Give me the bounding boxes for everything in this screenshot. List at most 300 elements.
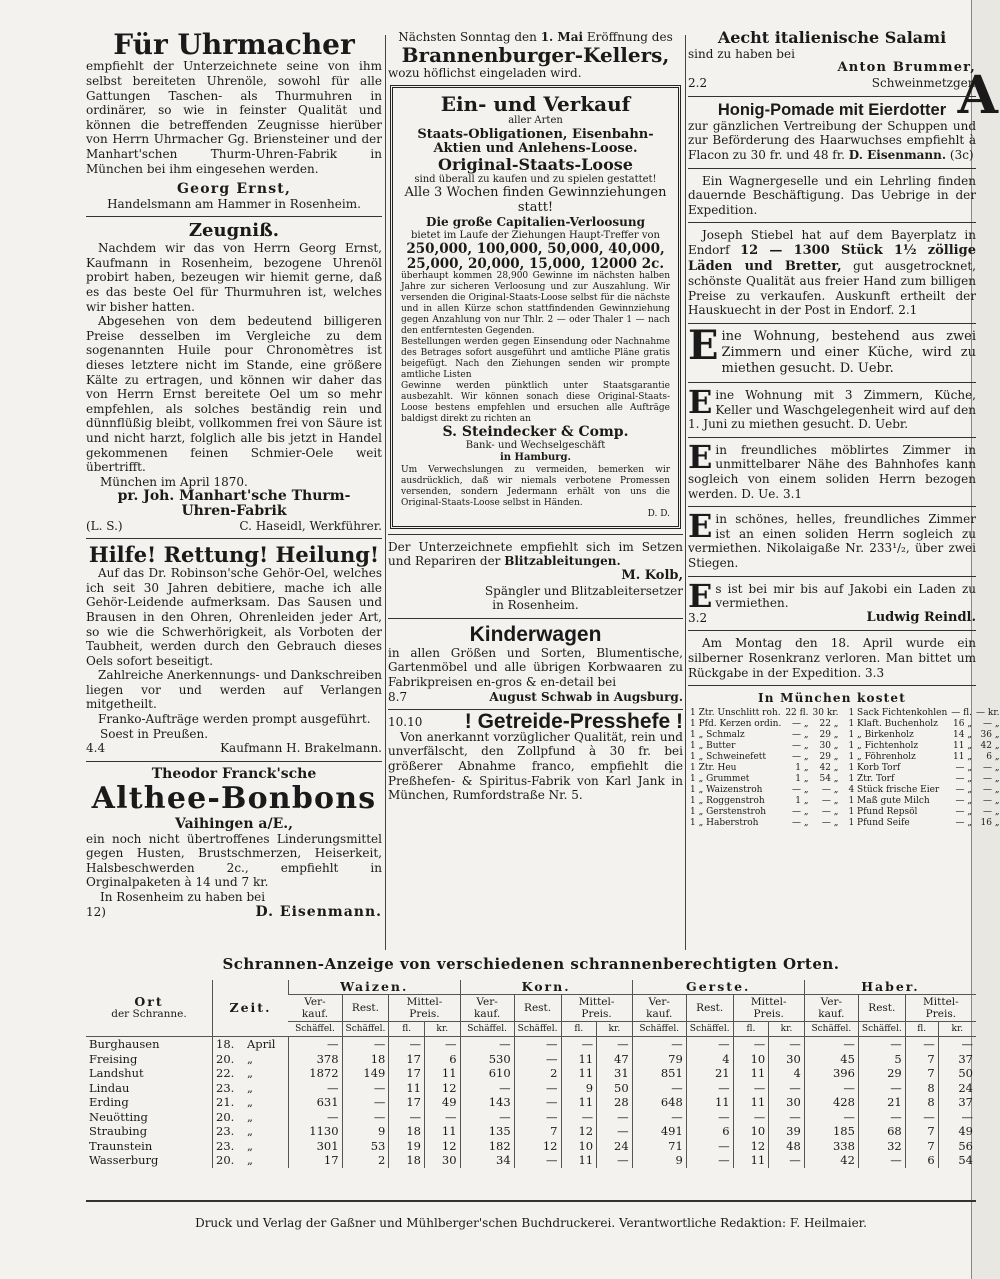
price-fl: 16 „ — [953, 718, 973, 729]
ad-firm: S. Steindecker & Comp. — [442, 424, 629, 441]
schranne-value: 9 — [632, 1153, 686, 1168]
col-subheader: Ver-kauf. — [804, 995, 858, 1022]
price-row — [846, 807, 1000, 818]
schranne-value: 29 — [858, 1066, 905, 1081]
schranne-value: — — [460, 1037, 514, 1052]
price-row — [688, 730, 840, 741]
ad-kinderwagen — [388, 624, 683, 704]
col-unit: Schäffel. — [342, 1022, 389, 1037]
schranne-value: — — [769, 1153, 805, 1168]
price-row — [688, 708, 840, 719]
col-subheader: Ver-kauf. — [460, 995, 514, 1022]
column-middle — [388, 30, 683, 808]
price-kr: 22 „ — [819, 718, 839, 729]
schranne-value: — — [632, 1037, 686, 1052]
price-fl: — „ — [791, 817, 809, 828]
price-row — [846, 785, 1000, 796]
price-row — [846, 708, 1000, 719]
ad-seller: Anton Brummer, — [837, 60, 976, 76]
ad-firm-sub: Bank- und Wechselgeschäft — [465, 439, 606, 451]
ad-wagner: Ein Wagnergeselle und ein Lehrling finden dauernde Beschäftigung. Das Uebrige in der Expedition. — [688, 173, 976, 217]
ad-laden — [688, 576, 976, 626]
schranne-value: 7 — [905, 1124, 938, 1139]
schranne-value: — — [597, 1110, 633, 1125]
schranne-value: 18 — [389, 1153, 425, 1168]
price-fl: 1 „ — [795, 773, 809, 784]
column-left — [86, 30, 382, 924]
price-item: 1 Ztr. Torf — [848, 773, 895, 784]
ad-title: Kinderwagen — [469, 622, 602, 646]
drop-initial: E — [688, 576, 713, 615]
ad-date: München im April 1870. — [100, 474, 248, 489]
schranne-value: 21 — [686, 1066, 733, 1081]
price-item: 1 Ztr. Unschlitt roh. — [690, 707, 781, 718]
schranne-value: 28 — [597, 1095, 633, 1110]
schranne-value: — — [597, 1153, 633, 1168]
schranne-value: — — [342, 1110, 389, 1125]
price-row — [688, 796, 840, 807]
schranne-place: Straubing — [89, 1124, 148, 1138]
schranne-value: — — [342, 1095, 389, 1110]
schranne-value: 11 — [561, 1066, 597, 1081]
price-item: 1 „ Waizenstroh — [690, 784, 763, 795]
ad-seller: D. Eisenmann. — [255, 903, 382, 920]
schranne-value: — — [561, 1110, 597, 1125]
price-kr: — „ — [983, 795, 1000, 806]
ad-salami — [688, 30, 976, 91]
schranne-value: 79 — [632, 1052, 686, 1067]
ad-paragraph: Nachdem wir das von Herrn Georg Ernst, Kaufmann in Rosenheim, bezogene Uhrenöl probirt haben, bezeugen wir hiemit gerne, daß es das beste Oel für Thurmuhren ist, welches wir bisher hatten. — [86, 241, 382, 314]
ad-text: sind überall zu kaufen und zu spielen gestattet! — [414, 173, 657, 185]
schranne-date: „ — [246, 1051, 253, 1066]
schranne-value: — — [597, 1124, 633, 1139]
ad-tail: D. Uebr. — [839, 361, 894, 377]
prices-title: In München kostet — [757, 691, 906, 706]
seal-mark: (L. S.) — [86, 518, 123, 533]
price-kr: 30 kr. — [812, 707, 839, 718]
col-unit: Schäffel. — [460, 1022, 514, 1037]
col-unit: kr. — [769, 1022, 805, 1037]
divider — [388, 618, 683, 619]
schranne-place: Erding — [89, 1095, 129, 1109]
ad-wohnung-1 — [688, 322, 976, 377]
price-fl: 11 „ — [953, 740, 973, 751]
schranne-value: 42 — [804, 1153, 858, 1168]
ad-title: Brannenburger-Kellers, — [401, 42, 670, 67]
grain-group: Haber. — [804, 980, 976, 995]
schranne-row — [86, 1095, 976, 1110]
schranne-row — [86, 1066, 976, 1081]
price-fl: — „ — [791, 784, 809, 795]
ad-number: 10.10 — [388, 715, 423, 730]
schranne-value: — — [514, 1081, 561, 1096]
col-unit: fl. — [389, 1022, 425, 1037]
schranne-value: 30 — [424, 1153, 460, 1168]
divider — [688, 96, 976, 97]
divider — [86, 216, 382, 217]
schranne-date: 20. — [213, 1153, 244, 1168]
schranne-date: 18. — [213, 1037, 244, 1052]
ad-body: in freundliches möblirtes Zimmer in unmittelbarer Nähe des Bahnhofes kann sogleich von einem soliden Herrn bezogen werden. — [688, 442, 976, 501]
schranne-value: 12 — [733, 1139, 769, 1154]
schranne-place: Freising — [89, 1051, 138, 1066]
ad-paragraph: Abgesehen von dem bedeutend billigeren Preise desselben im Vergleiche zu dem sogenannten Huile pour Chronomètres ist dieses letztere nicht im Stande, eine größere Kälte zu ertragen, und können wir daher das von Herrn Ernst bereitete Oel um so mehr empfehlen, als solches beständig rein und dünnflüßig bleibt, vollkommen frei von Säure ist und nicht harzt, folglich alle bis jetzt in Handel gekommenen feinen Schmier-Oele weit übertrifft. — [86, 314, 382, 475]
prices-left-table — [688, 708, 840, 829]
price-item: 1 „ Schweinefett — [690, 751, 767, 762]
divider — [688, 506, 976, 507]
ad-presshefe — [388, 710, 683, 803]
price-row — [846, 730, 1000, 741]
schranne-value: — — [597, 1037, 633, 1052]
price-item: 1 „ Fichtenholz — [848, 740, 919, 751]
schranne-value: — — [561, 1037, 597, 1052]
drop-initial: E — [688, 322, 719, 370]
table-bottom-rule — [86, 1200, 976, 1202]
schranne-value: — — [686, 1081, 733, 1096]
schranne-value: — — [733, 1081, 769, 1096]
schranne-value: — — [938, 1037, 976, 1052]
schranne-value: 30 — [769, 1095, 805, 1110]
schranne-value: 37 — [938, 1095, 976, 1110]
ad-fineprint: Bestellungen werden gegen Einsendung oder Nachnahme des Betrages sofort ausgeführt und amtliche Pläne gratis beigefügt. Nach den Ziehungen senden wir prompte amtliche Listen — [401, 337, 670, 381]
ad-body: ein noch nicht übertroffenes Linderungsmittel gegen Husten, Brustschmerzen, Heiserkeit, Halsbeschwerden 2c., empfiehlt in Orginalpaketen à 14 und 7 kr. — [86, 831, 382, 890]
schranne-value: 2 — [342, 1153, 389, 1168]
schranne-value: 491 — [632, 1124, 686, 1139]
schranne-value: 24 — [938, 1081, 976, 1096]
price-item: 1 „ Roggenstroh — [690, 795, 765, 806]
schranne-value: 11 — [733, 1095, 769, 1110]
price-fl: — „ — [791, 718, 809, 729]
schranne-value: 530 — [460, 1052, 514, 1067]
price-row — [688, 774, 840, 785]
schranne-value: — — [733, 1037, 769, 1052]
price-kr: — „ — [983, 718, 1000, 729]
col-unit: fl. — [905, 1022, 938, 1037]
ad-zimmer-2 — [688, 507, 976, 570]
schranne-value: 48 — [769, 1139, 805, 1154]
schranne-value: 648 — [632, 1095, 686, 1110]
divider — [688, 576, 976, 577]
price-fl: 11 „ — [953, 751, 973, 762]
col-ort: Ort — [134, 994, 164, 1009]
schranne-value: — — [424, 1037, 460, 1052]
schranne-value: — — [288, 1081, 342, 1096]
schranne-value: — — [460, 1081, 514, 1096]
col-subheader: Mittel-Preis. — [561, 995, 632, 1022]
schranne-value: 47 — [597, 1052, 633, 1067]
schranne-value: 7 — [905, 1066, 938, 1081]
schranne-value: — — [858, 1081, 905, 1096]
schranne-value: — — [686, 1139, 733, 1154]
ad-text: sind zu haben bei — [688, 46, 795, 61]
schranne-date: 23. — [213, 1139, 244, 1154]
schranne-value: — — [342, 1037, 389, 1052]
schranne-value: 11 — [561, 1052, 597, 1067]
schranne-value: 631 — [288, 1095, 342, 1110]
schranne-value: — — [389, 1037, 425, 1052]
ad-seller: August Schwab in Augsburg. — [489, 689, 683, 704]
ad-rosenkranz — [688, 636, 976, 680]
adjacent-page-glyph: A — [957, 65, 998, 126]
price-row — [846, 763, 1000, 774]
col-unit: Schäffel. — [288, 1022, 342, 1037]
price-kr: — „ — [983, 806, 1000, 817]
schranne-value: 53 — [342, 1139, 389, 1154]
price-fl: — „ — [791, 806, 809, 817]
schranne-date: April — [246, 1037, 276, 1051]
price-kr: — „ — [821, 795, 839, 806]
schranne-value: 182 — [460, 1139, 514, 1154]
col-unit: fl. — [733, 1022, 769, 1037]
schranne-date: 20. — [213, 1110, 244, 1125]
schranne-value: 30 — [769, 1052, 805, 1067]
schranne-value: — — [514, 1095, 561, 1110]
price-row — [688, 752, 840, 763]
ad-goods: 12 — 1300 Stück 1½ zöllige Läden und Bretter, — [688, 243, 976, 274]
ad-prizes: 250,000, 100,000, 50,000, 40,000, — [406, 241, 665, 258]
ad-signer-sub: Handelsmann am Hammer in Rosenheim. — [107, 196, 361, 211]
price-item: 1 Pfund Seife — [848, 817, 910, 828]
ad-weeks: Alle 3 Wochen finden Gewinnziehungen statt! — [404, 184, 667, 215]
schranne-date: „ — [246, 1124, 253, 1138]
price-item: 1 Pfd. Kerzen ordin. — [690, 718, 782, 729]
ad-body: Von anerkannt vorzüglicher Qualität, rein und unverfälscht, den Zollpfund à 30 fr. bei größerer Abnahme franco, empfiehlt die Preßhefen- & Spiritus-Fabrik von Karl Jank in München, Rumfordstraße Nr. 5. — [388, 729, 683, 803]
schranne-value: 17 — [389, 1066, 425, 1081]
ad-althee — [86, 767, 382, 919]
schranne-value: 11 — [686, 1095, 733, 1110]
schranne-value: 11 — [424, 1124, 460, 1139]
schranne-value: — — [858, 1037, 905, 1052]
schranne-value: 12 — [424, 1139, 460, 1154]
drop-initial: E — [688, 383, 713, 422]
prices-right-table — [846, 708, 1000, 829]
price-kr: — „ — [821, 784, 839, 795]
schranne-value: 2 — [514, 1066, 561, 1081]
schranne-value: — — [733, 1110, 769, 1125]
schranne-value: 9 — [561, 1081, 597, 1096]
schranne-value: 19 — [389, 1139, 425, 1154]
divider — [388, 534, 683, 535]
schranne-value: 301 — [288, 1139, 342, 1154]
ad-prizes: 25,000, 20,000, 15,000, 12000 2c. — [406, 255, 665, 272]
col-unit: kr. — [424, 1022, 460, 1037]
grain-group: Korn. — [460, 980, 632, 995]
ad-text: Joseph Stiebel hat auf dem Bayerplatz in Endorf — [688, 228, 976, 258]
ad-signer-sub: in Rosenheim. — [492, 598, 579, 613]
ad-text: gut ausgetrocknet, schönste Qualität aus freier Hand zum billigen Preise zu verkaufen. Auskunft ertheilt der Hauskuecht in der Post in Endorf. — [688, 258, 976, 318]
ad-signer: Ludwig Reindl. — [866, 609, 976, 625]
schranne-value: 185 — [804, 1124, 858, 1139]
schranne-value: 8 — [905, 1095, 938, 1110]
schranne-value: 11 — [389, 1081, 425, 1096]
price-row — [846, 741, 1000, 752]
price-fl: — „ — [955, 806, 973, 817]
schranne-value: — — [686, 1110, 733, 1125]
column-rule — [385, 35, 386, 950]
schranne-place: Landshut — [89, 1066, 144, 1080]
col-unit: kr. — [938, 1022, 976, 1037]
price-kr: 29 „ — [819, 751, 839, 762]
ad-body: ine Wohnung mit 3 Zimmern, Küche, Keller und Waschgelegenheit wird auf den 1. Juni zu miethen gesucht. — [688, 388, 976, 432]
ad-text: bietet im Laufe der Ziehungen Haupt-Treffer von — [411, 229, 660, 241]
ad-number: 8.7 — [388, 689, 408, 704]
price-kr: — „ — [821, 817, 839, 828]
price-kr: — „ — [983, 773, 1000, 784]
schranne-value: 6 — [905, 1153, 938, 1168]
divider — [688, 222, 976, 223]
schranne-value: 31 — [597, 1066, 633, 1081]
schranne-date: „ — [246, 1066, 253, 1080]
ad-number: 4.4 — [86, 741, 106, 756]
column-right — [688, 28, 1000, 834]
schranne-value: 4 — [686, 1052, 733, 1067]
price-kr: 36 „ — [980, 729, 1000, 740]
price-item: 1 „ Föhrenholz — [848, 751, 916, 762]
ad-firm: pr. Joh. Manhart'sche Thurm- — [117, 488, 351, 505]
schranne-value: 8 — [905, 1081, 938, 1096]
schranne-place: Lindau — [89, 1080, 130, 1095]
schranne-value: 34 — [460, 1153, 514, 1168]
schranne-value: — — [686, 1153, 733, 1168]
col-subheader: Mittel-Preis. — [905, 995, 976, 1022]
schranne-date: „ — [246, 1080, 253, 1095]
schranne-value: 851 — [632, 1066, 686, 1081]
col-subheader: Mittel-Preis. — [389, 995, 460, 1022]
ad-title: Für Uhrmacher — [113, 28, 355, 61]
col-unit: Schäffel. — [858, 1022, 905, 1037]
schranne-place: Traunstein — [89, 1138, 153, 1153]
schranne-value: — — [769, 1110, 805, 1125]
schranne-row — [86, 1124, 976, 1139]
ad-lottery-box — [390, 85, 681, 529]
schranne-value: 1130 — [288, 1124, 342, 1139]
drop-initial: E — [688, 507, 713, 546]
price-fl: — fl. — [951, 707, 973, 718]
schranne-value: — — [938, 1110, 976, 1125]
col-ort-sub: der Schranne. — [111, 1008, 187, 1020]
ad-tail: D. Uebr. — [858, 417, 909, 432]
schranne-value: 10 — [561, 1139, 597, 1154]
schranne-row — [86, 1081, 976, 1096]
schranne-value: 9 — [342, 1124, 389, 1139]
ad-text: aller Arten — [508, 115, 563, 127]
schranne-value: 54 — [938, 1153, 976, 1168]
column-rule — [685, 35, 686, 950]
schranne-value: — — [460, 1110, 514, 1125]
schranne-value: 56 — [938, 1139, 976, 1154]
schranne-date: „ — [246, 1109, 253, 1124]
price-kr: — „ — [821, 806, 839, 817]
ad-stiebel — [688, 228, 976, 318]
schranne-value: — — [389, 1110, 425, 1125]
col-subheader: Mittel-Preis. — [733, 995, 804, 1022]
schranne-value: — — [514, 1153, 561, 1168]
ad-signer: Kaufmann H. Brakelmann. — [220, 741, 382, 756]
price-item: 1 „ Haberstroh — [690, 817, 759, 828]
schranne-row — [86, 1052, 976, 1067]
divider — [688, 168, 976, 169]
schranne-value: 1872 — [288, 1066, 342, 1081]
schranne-date: 22. — [213, 1066, 244, 1081]
ad-number: 3.3 — [865, 665, 885, 680]
schranne-value: — — [288, 1110, 342, 1125]
ad-foreman: C. Haseidl, Werkführer. — [239, 518, 382, 533]
drop-initial: E — [688, 437, 713, 476]
ad-pomade — [688, 102, 976, 163]
ad-zimmer-1 — [688, 437, 976, 501]
ad-body: s ist bei mir bis auf Jakobi ein Laden zu vermiethen. — [715, 581, 976, 611]
ad-firm: Uhren-Fabrik — [181, 502, 287, 519]
schranne-value: 17 — [389, 1052, 425, 1067]
schranne-value: 32 — [858, 1139, 905, 1154]
ad-number: 12) — [86, 904, 106, 919]
ad-paragraph: Franko-Aufträge werden prompt ausgeführt. — [98, 712, 371, 727]
schranne-value: 18 — [389, 1124, 425, 1139]
ad-place: Soest in Preußen. — [100, 726, 209, 741]
price-row — [846, 719, 1000, 730]
schranne-value: 11 — [733, 1153, 769, 1168]
price-fl: — „ — [791, 740, 809, 751]
price-fl: — „ — [955, 784, 973, 795]
col-unit: Schäffel. — [804, 1022, 858, 1037]
price-kr: — kr. — [976, 707, 1000, 718]
schranne-row — [86, 1153, 976, 1168]
schranne-date: „ — [246, 1095, 253, 1109]
schranne-place: Neuötting — [89, 1109, 148, 1124]
ad-text: Eröffnung des — [586, 30, 673, 44]
col-unit: kr. — [597, 1022, 633, 1037]
ad-paragraph: Auf das Dr. Robinson'sche Gehör-Oel, welches ich seit 30 Jahren debitiere, mache ich alle Gehör-Leidende aufmerksam. Das Sausen und Brausen in den Ohren, Ohrenleiden jeder Art, so wie die Schwerhörigkeit, als Vorboten der Taubheit, werden durch den Gebrauch dieses Oels sofort beseitigt. — [86, 566, 382, 668]
ad-seller-sub: Schweinmetzger. — [871, 75, 976, 90]
ad-brand: Theodor Franck'sche — [151, 765, 317, 782]
schranne-value: — — [804, 1081, 858, 1096]
ad-where: In Rosenheim zu haben bei — [100, 889, 266, 904]
schranne-value: 21 — [858, 1095, 905, 1110]
price-kr: 16 „ — [980, 817, 1000, 828]
ad-title: Honig-Pomade mit Eierdotter — [717, 100, 947, 119]
price-kr: — „ — [983, 784, 1000, 795]
price-fl: 14 „ — [953, 729, 973, 740]
schranne-value: 11 — [424, 1066, 460, 1081]
ad-number: 3.1 — [782, 486, 803, 501]
col-subheader: Ver-kauf. — [288, 995, 342, 1022]
ad-title: Ein- und Verkauf — [440, 92, 631, 117]
ad-signer: Georg Ernst, — [176, 181, 292, 198]
price-item: 1 Korb Torf — [848, 762, 901, 773]
price-row — [846, 818, 1000, 829]
schranne-value: 10 — [733, 1124, 769, 1139]
price-kr: 42 „ — [980, 740, 1000, 751]
schranne-value: 18 — [342, 1052, 389, 1067]
schranne-value: 4 — [769, 1066, 805, 1081]
col-subheader: Rest. — [686, 995, 733, 1022]
price-fl: 1 „ — [795, 762, 809, 773]
ad-body: zur gänzlichen Vertreibung der Schuppen und zur Beförderung des Haarwuchses empfiehlt à Flacon zu 30 fr. und 48 fr. — [688, 118, 976, 163]
schranne-value: 338 — [804, 1139, 858, 1154]
ad-body: ine Wohnung, bestehend aus zwei Zimmern und einer Küche, wird zu miethen gesucht. — [721, 329, 976, 377]
ad-firm-city: in Hamburg. — [499, 452, 572, 464]
schranne-place: Wasserburg — [89, 1153, 159, 1167]
price-item: 1 „ Gerstenstroh — [690, 806, 767, 817]
schranne-value: — — [804, 1037, 858, 1052]
col-unit: Schäffel. — [632, 1022, 686, 1037]
schranne-value: 24 — [597, 1139, 633, 1154]
schranne-value: 149 — [342, 1066, 389, 1081]
schranne-value: — — [632, 1110, 686, 1125]
ad-number: 2.1 — [898, 303, 918, 318]
schranne-value: 10 — [733, 1052, 769, 1067]
schranne-value: 12 — [424, 1081, 460, 1096]
